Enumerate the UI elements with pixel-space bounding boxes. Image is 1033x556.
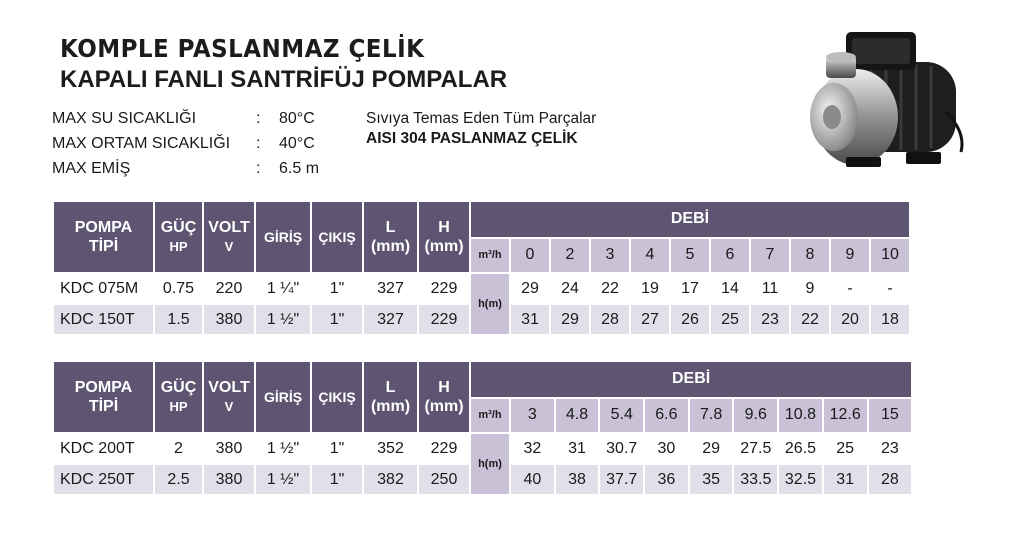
flow-value: 6.6 (645, 399, 688, 432)
header-giris: GİRİŞ (256, 202, 310, 272)
flow-value: 7 (751, 239, 789, 272)
head-value: 22 (591, 274, 629, 303)
header-guc: GÜÇ HP (155, 362, 202, 432)
l-value: 327 (364, 305, 417, 334)
spec-separator: : (256, 110, 261, 127)
spec-separator: : (256, 160, 261, 177)
spec-row (52, 110, 352, 135)
giris-value: 1 ¼" (256, 274, 310, 303)
page-title-line1: KOMPLE PASLANMAZ ÇELİK (60, 34, 425, 63)
head-value: 18 (871, 305, 909, 334)
head-value: 35 (690, 465, 733, 494)
flow-value: 4.8 (556, 399, 599, 432)
table-row (54, 434, 911, 463)
header-volt: VOLT V (204, 202, 254, 272)
spec-value: 6.5 m (279, 160, 320, 177)
head-value: 28 (869, 465, 912, 494)
head-value: 23 (869, 434, 912, 463)
header-cikis: ÇIKIŞ (312, 202, 362, 272)
flow-value: 6 (711, 239, 749, 272)
head-value: 23 (751, 305, 789, 334)
header-l: L (mm) (364, 202, 417, 272)
hp-value: 2.5 (155, 465, 202, 494)
flow-value: 15 (869, 399, 912, 432)
head-value: 20 (831, 305, 869, 334)
header-giris: GİRİŞ (256, 362, 310, 432)
l-value: 352 (364, 434, 417, 463)
flow-value: 9.6 (734, 399, 777, 432)
head-value: 30.7 (600, 434, 643, 463)
header-debi: DEBİ (471, 202, 909, 237)
head-value: 25 (711, 305, 749, 334)
hp-value: 0.75 (155, 274, 202, 303)
spec-label: MAX SU SICAKLIĞI (52, 110, 197, 127)
head-value: 30 (645, 434, 688, 463)
spec-value: 40°C (279, 135, 315, 152)
contact-note-line1: Sıvıya Temas Eden Tüm Parçalar (366, 110, 597, 127)
model-name: KDC 075M (54, 274, 153, 303)
header-cikis: ÇIKIŞ (312, 362, 362, 432)
head-value: 32.5 (779, 465, 822, 494)
header-h: H (mm) (419, 202, 469, 272)
head-value: 28 (591, 305, 629, 334)
volt-value: 380 (204, 305, 254, 334)
header-debi: DEBİ (471, 362, 911, 397)
contact-materials-note (366, 110, 596, 148)
volt-value: 220 (204, 274, 254, 303)
h-value: 229 (419, 305, 469, 334)
model-name: KDC 200T (54, 434, 153, 463)
head-value: 14 (711, 274, 749, 303)
flow-value: 8 (791, 239, 829, 272)
spec-separator: : (256, 135, 261, 152)
head-value: 31 (824, 465, 867, 494)
head-value: 29 (511, 274, 549, 303)
flow-value: 12.6 (824, 399, 867, 432)
header-l: L (mm) (364, 362, 417, 432)
volt-value: 380 (204, 434, 254, 463)
table-row (54, 274, 909, 303)
spec-row (52, 160, 352, 185)
flow-value: 4 (631, 239, 669, 272)
giris-value: 1 ½" (256, 465, 310, 494)
flow-value: 10 (871, 239, 909, 272)
head-value: - (831, 274, 869, 303)
flow-value: 3 (511, 399, 554, 432)
head-unit-label: h(m) (471, 274, 509, 334)
h-value: 229 (419, 274, 469, 303)
page-title-line2: KAPALI FANLI SANTRİFÜJ POMPALAR (60, 66, 508, 93)
cikis-value: 1" (312, 434, 362, 463)
head-value: 9 (791, 274, 829, 303)
model-name: KDC 150T (54, 305, 153, 334)
hp-value: 2 (155, 434, 202, 463)
spec-label: MAX EMİŞ (52, 160, 131, 177)
flow-value: 3 (591, 239, 629, 272)
head-value: 17 (671, 274, 709, 303)
flow-value: 5.4 (600, 399, 643, 432)
volt-value: 380 (204, 465, 254, 494)
head-value: 24 (551, 274, 589, 303)
cikis-value: 1" (312, 274, 362, 303)
spec-row (52, 135, 352, 160)
spec-list (52, 110, 352, 185)
l-value: 327 (364, 274, 417, 303)
flow-value: 9 (831, 239, 869, 272)
flow-value: 2 (551, 239, 589, 272)
giris-value: 1 ½" (256, 434, 310, 463)
flow-value: 0 (511, 239, 549, 272)
head-value: 26 (671, 305, 709, 334)
h-value: 250 (419, 465, 469, 494)
spec-value: 80°C (279, 110, 315, 127)
head-unit-label: h(m) (471, 434, 509, 494)
pump-table-1 (52, 200, 911, 336)
header-guc: GÜÇ HP (155, 202, 202, 272)
giris-value: 1 ½" (256, 305, 310, 334)
head-value: - (871, 274, 909, 303)
head-value: 32 (511, 434, 554, 463)
head-value: 26.5 (779, 434, 822, 463)
header-volt: VOLT V (204, 362, 254, 432)
contact-note-line2: AISI 304 PASLANMAZ ÇELİK (366, 130, 578, 147)
flow-value: 10.8 (779, 399, 822, 432)
pump-product-image (786, 22, 976, 192)
head-value: 40 (511, 465, 554, 494)
head-value: 31 (511, 305, 549, 334)
cikis-value: 1" (312, 465, 362, 494)
head-value: 11 (751, 274, 789, 303)
head-value: 29 (690, 434, 733, 463)
head-value: 36 (645, 465, 688, 494)
model-name: KDC 250T (54, 465, 153, 494)
head-value: 25 (824, 434, 867, 463)
head-value: 27.5 (734, 434, 777, 463)
head-value: 37.7 (600, 465, 643, 494)
header-h: H (mm) (419, 362, 469, 432)
flow-value: 5 (671, 239, 709, 272)
head-value: 31 (556, 434, 599, 463)
flow-unit-label: m³/h (471, 239, 509, 272)
head-value: 38 (556, 465, 599, 494)
hp-value: 1.5 (155, 305, 202, 334)
head-value: 27 (631, 305, 669, 334)
l-value: 382 (364, 465, 417, 494)
pump-table-2 (52, 360, 913, 496)
header-pompa-tipi: POMPA TİPİ (54, 362, 153, 432)
h-value: 229 (419, 434, 469, 463)
head-value: 29 (551, 305, 589, 334)
flow-unit-label: m³/h (471, 399, 509, 432)
head-value: 33.5 (734, 465, 777, 494)
flow-value: 7.8 (690, 399, 733, 432)
spec-label: MAX ORTAM SICAKLIĞI (52, 135, 231, 152)
head-value: 22 (791, 305, 829, 334)
cikis-value: 1" (312, 305, 362, 334)
header-pompa-tipi: POMPA TİPİ (54, 202, 153, 272)
head-value: 19 (631, 274, 669, 303)
